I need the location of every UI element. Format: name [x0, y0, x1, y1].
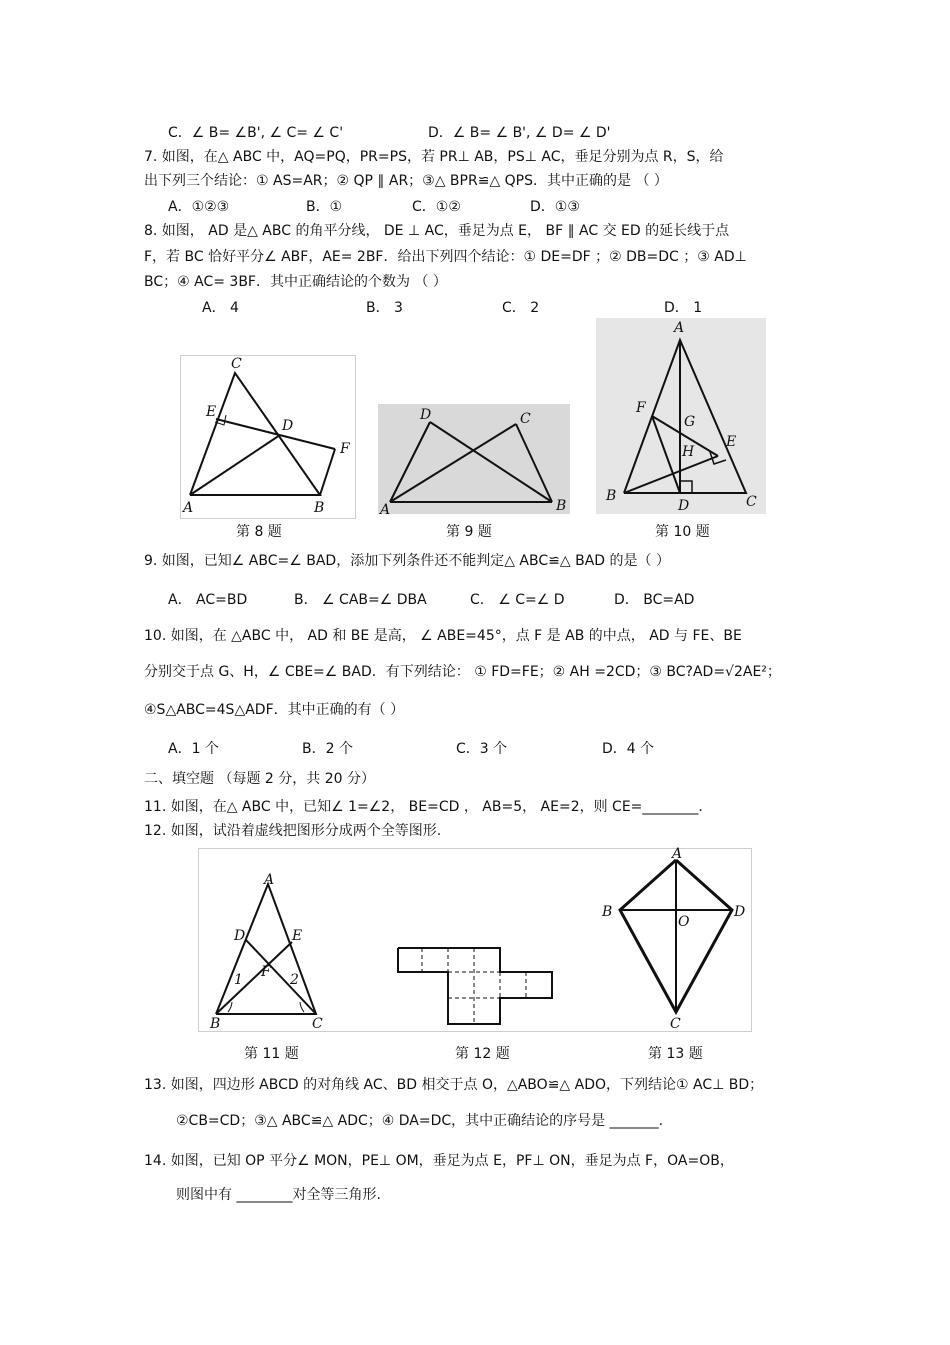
- fig13-label-d: D: [734, 904, 746, 920]
- q9-option-a: A． AC=BD: [168, 592, 248, 608]
- fig11-label-1: 1: [234, 972, 243, 988]
- fig11-label-2: 2: [290, 972, 299, 988]
- fig13-label-c: C: [670, 1016, 681, 1032]
- q9-option-b: B． ∠ CAB=∠ DBA: [294, 592, 427, 608]
- q6-option-d: D．∠ B= ∠ B', ∠ D= ∠ D': [428, 125, 611, 141]
- fig12-diagram: [396, 946, 556, 1028]
- q10-option-b: B．2 个: [302, 741, 353, 757]
- q7-option-a: A．①②③: [168, 199, 230, 215]
- fig10-label-g: G: [684, 414, 696, 430]
- q7-line2: 出下列三个结论：① AS=AR；② QP ∥ AR；③△ BPR≌△ QPS．其中正确的是 （ ）: [144, 173, 668, 189]
- caption-fig13: 第 13 题: [648, 1046, 703, 1062]
- fig10-label-e: E: [726, 434, 737, 450]
- fig11-label-f: F: [261, 964, 271, 980]
- q11-text: 11. 如图，在△ ABC 中，已知∠ 1=∠2， BE=CD ， AB=5， AE=2，则 CE=________.: [144, 799, 703, 815]
- section-fill-in-title: 二、填空题 （每题 2 分，共 20 分）: [144, 771, 375, 787]
- q8-option-c: C． 2: [502, 300, 540, 316]
- caption-fig8: 第 8 题: [236, 524, 282, 540]
- fig9-label-a: A: [380, 502, 391, 518]
- q12-text: 12. 如图，试沿着虚线把图形分成两个全等图形.: [144, 823, 442, 839]
- fig11-diagram: [204, 872, 330, 1032]
- q8-line3: BC；④ AC= 3BF．其中正确结论的个数为 （ ）: [144, 274, 447, 290]
- q9-line1: 9. 如图，已知∠ ABC=∠ BAD，添加下列条件还不能判定△ ABC≌△ BAD 的是（ ）: [144, 553, 670, 569]
- fig8-label-b: B: [314, 500, 325, 516]
- fig10-label-f: F: [636, 400, 646, 416]
- caption-fig11: 第 11 题: [244, 1046, 299, 1062]
- fig10-diagram: [596, 318, 768, 516]
- q14-line2: 则图中有 ________对全等三角形.: [176, 1187, 381, 1203]
- fig11-label-c: C: [312, 1016, 323, 1032]
- q7-line1: 7. 如图，在△ ABC 中，AQ=PQ，PR=PS，若 PR⊥ AB，PS⊥ AC，垂足分别为点 R，S，给: [144, 149, 724, 165]
- fig10-label-h: H: [682, 444, 695, 460]
- fig8-diagram: [180, 355, 354, 517]
- q9-option-d: D． BC=AD: [614, 592, 695, 608]
- q8-option-d: D． 1: [664, 300, 703, 316]
- q13-line2: ②CB=CD；③△ ABC≌△ ADC；④ DA=DC，其中正确结论的序号是 _______.: [176, 1113, 664, 1129]
- fig8-label-d: D: [282, 418, 294, 434]
- fig11-label-a: A: [264, 872, 275, 888]
- fig8-label-c: C: [231, 356, 242, 372]
- fig9-label-c: C: [520, 411, 531, 427]
- fig10-label-a: A: [674, 320, 685, 336]
- caption-fig10: 第 10 题: [655, 524, 710, 540]
- q7-option-b: B．①: [306, 199, 343, 215]
- fig10-label-d: D: [678, 498, 690, 514]
- fig10-label-c: C: [746, 494, 757, 510]
- q6-option-c: C．∠ B= ∠B', ∠ C= ∠ C': [168, 125, 344, 141]
- q8-option-b: B． 3: [366, 300, 403, 316]
- fig9-diagram: [378, 404, 572, 516]
- fig9-label-b: B: [556, 498, 567, 514]
- fig9-label-d: D: [420, 407, 432, 423]
- q7-option-c: C．①②: [412, 199, 461, 215]
- fig11-label-b: B: [210, 1016, 221, 1032]
- q8-option-a: A． 4: [202, 300, 239, 316]
- fig8-label-a: A: [183, 500, 194, 516]
- fig11-label-d: D: [234, 928, 246, 944]
- fig13-diagram: [598, 846, 750, 1032]
- q10-option-c: C．3 个: [456, 741, 508, 757]
- fig13-label-o: O: [678, 914, 690, 930]
- fig13-label-b: B: [602, 904, 613, 920]
- fig11-label-e: E: [292, 928, 303, 944]
- q10-line1: 10. 如图，在 △ABC 中， AD 和 BE 是高， ∠ ABE=45°，点 F 是 AB 的中点， AD 与 FE、BE: [144, 628, 742, 644]
- q14-line1: 14. 如图，已知 OP 平分∠ MON，PE⊥ OM，垂足为点 E，PF⊥ ON，垂足为点 F，OA=OB，: [144, 1153, 734, 1169]
- q9-option-c: C． ∠ C=∠ D: [470, 592, 565, 608]
- q13-line1: 13. 如图，四边形 ABCD 的对角线 AC、BD 相交于点 O，△ABO≌△ ADO，下列结论① AC⊥ BD；: [144, 1077, 764, 1093]
- q10-line3: ④S△ABC=4S△ADF．其中正确的有（ ）: [144, 702, 405, 718]
- q10-line2: 分别交于点 G、H，∠ CBE=∠ BAD．有下列结论： ① FD=FE；② AH =2CD；③ BC?AD=√2AE²；: [144, 664, 781, 680]
- caption-fig9: 第 9 题: [446, 524, 492, 540]
- q8-line1: 8. 如图， AD 是△ ABC 的角平分线， DE ⊥ AC，垂足为点 E， BF ∥ AC 交 ED 的延长线于点: [144, 223, 730, 239]
- q7-option-d: D．①③: [530, 199, 580, 215]
- fig10-label-b: B: [606, 488, 617, 504]
- q10-option-d: D．4 个: [602, 741, 655, 757]
- fig13-label-a: A: [672, 846, 683, 862]
- q10-option-a: A．1 个: [168, 741, 219, 757]
- caption-fig12: 第 12 题: [455, 1046, 510, 1062]
- q8-line2: F，若 BC 恰好平分∠ ABF，AE= 2BF．给出下列四个结论：① DE=DF ；② DB=DC ；③ AD⊥: [144, 249, 747, 265]
- fig8-label-f: F: [340, 441, 350, 457]
- fig8-label-e: E: [206, 404, 217, 420]
